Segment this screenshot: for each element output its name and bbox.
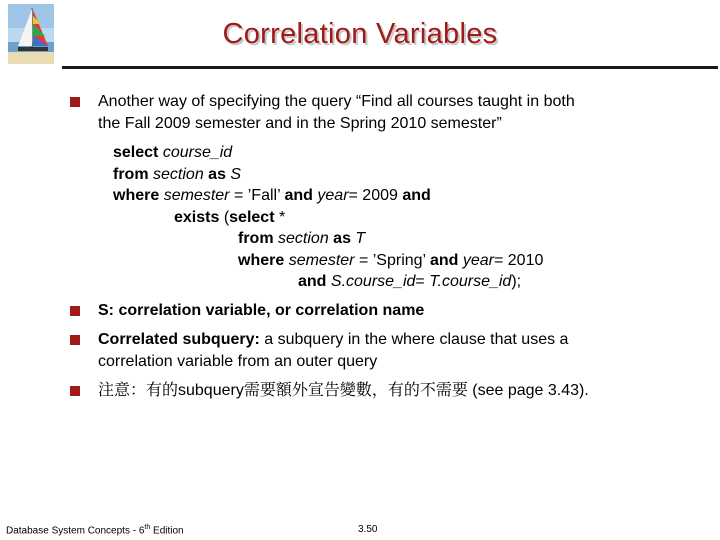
keyword: select bbox=[229, 208, 275, 226]
keyword: and bbox=[429, 251, 459, 269]
code-line bbox=[113, 164, 241, 186]
keyword: exists bbox=[174, 208, 220, 226]
square-bullet-icon bbox=[70, 306, 80, 316]
bullet-text: Another way of specifying the query “Find all courses taught in both bbox=[98, 93, 575, 110]
code-line bbox=[238, 228, 365, 250]
footer-book-title bbox=[6, 524, 184, 536]
keyword: where bbox=[238, 251, 285, 269]
keyword: from bbox=[238, 230, 274, 247]
title-divider bbox=[62, 66, 718, 69]
keyword: from bbox=[113, 165, 149, 183]
bullet-text: the Fall 2009 semester and in the Spring 2010 semester” bbox=[98, 115, 502, 132]
code-text: = ’Spring’ bbox=[354, 251, 430, 269]
footer-text: Database System Concepts - 6 bbox=[6, 525, 145, 537]
identifier: year bbox=[317, 187, 349, 204]
code-text: = ’Fall’ bbox=[229, 187, 285, 204]
code-text: ( bbox=[219, 208, 230, 226]
square-bullet-icon bbox=[70, 335, 80, 345]
definition: a subquery in the where clause that uses a bbox=[259, 331, 569, 348]
term: Correlated subquery: bbox=[98, 331, 260, 348]
code-text: = 2009 bbox=[348, 187, 403, 204]
identifier: year bbox=[462, 251, 494, 269]
identifier: semester bbox=[288, 251, 355, 269]
identifier: semester bbox=[163, 187, 230, 204]
bullet-text: correlation variable from an outer query bbox=[98, 353, 378, 370]
code-text: = 2010 bbox=[493, 251, 544, 269]
code-line bbox=[113, 185, 431, 207]
code-line bbox=[174, 207, 285, 229]
identifier: section bbox=[278, 230, 329, 247]
identifier: section bbox=[153, 165, 204, 183]
keyword: as bbox=[208, 165, 226, 183]
code-text: = bbox=[415, 273, 430, 290]
keyword: where bbox=[113, 187, 160, 204]
code-text: * bbox=[274, 208, 286, 226]
keyword: as bbox=[333, 230, 351, 247]
keyword: and bbox=[284, 187, 313, 204]
identifier: course_id bbox=[162, 144, 233, 161]
square-bullet-icon bbox=[70, 386, 80, 396]
square-bullet-icon bbox=[70, 97, 80, 107]
identifier: T.course_id bbox=[429, 273, 512, 290]
keyword: select bbox=[113, 144, 159, 161]
identifier: T bbox=[355, 230, 366, 247]
bullet-text bbox=[98, 329, 568, 351]
bullet-text: 注意：有的subquery需要額外宣告變數，有的不需要 (see page 3.43). bbox=[98, 382, 589, 399]
page-number: 3.50 bbox=[358, 524, 378, 535]
identifier: S bbox=[230, 165, 242, 183]
identifier: S.course_id bbox=[330, 273, 416, 290]
code-line bbox=[298, 271, 521, 293]
footer-sup: th bbox=[144, 524, 151, 531]
bullet-text: S: correlation variable, or correlation name bbox=[98, 302, 425, 319]
code-line bbox=[238, 250, 543, 272]
keyword: and bbox=[402, 187, 431, 204]
code-text: ); bbox=[511, 273, 522, 290]
footer-text: Edition bbox=[150, 525, 184, 537]
code-line bbox=[113, 142, 232, 164]
keyword: and bbox=[298, 273, 327, 290]
page-title: Correlation Variables bbox=[222, 18, 498, 50]
